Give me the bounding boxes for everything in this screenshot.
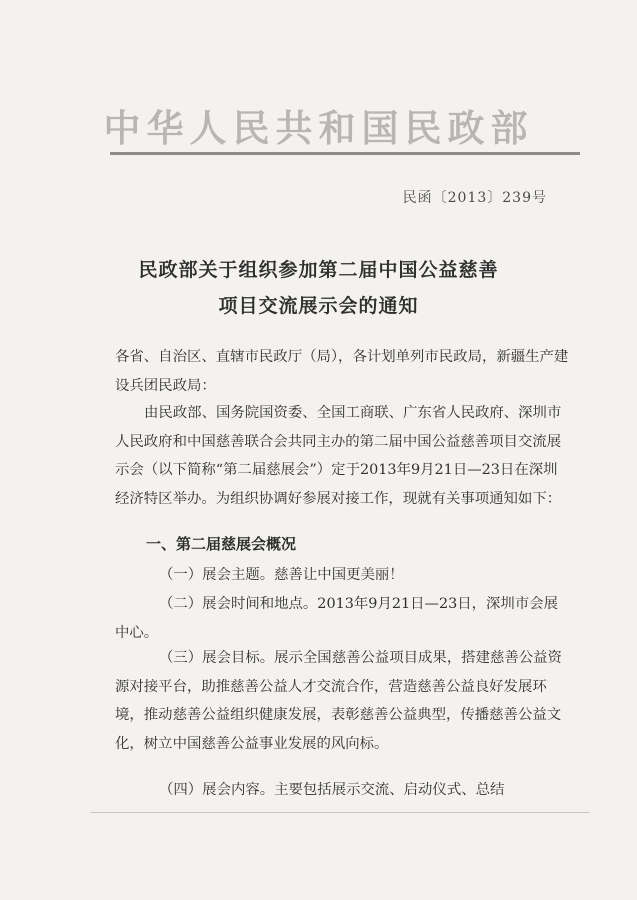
section-item-time-place: （二）展会时间和地点。2013年9月21日—23日，深圳市会展中心。 xyxy=(115,596,558,641)
section-heading: 一、第二届慈展会概况 xyxy=(146,535,297,553)
document-number: 民函〔2013〕239号 xyxy=(402,190,547,206)
header-divider xyxy=(110,152,580,155)
document-title-line1: 民政部关于组织参加第二届中国公益慈善 xyxy=(138,259,499,281)
page-bottom-divider xyxy=(90,812,590,813)
document-title-line2: 项目交流展示会的通知 xyxy=(218,295,419,317)
section-item-goals: （三）展会目标。展示全国慈善公益项目成果，搭建慈善公益资源对接平台，助推慈善公益人才交流合作，营造慈善公益良好发展环境，推动慈善公益组织健康发展，表彰慈善公益典型，传播慈善公益文化，树立中国慈善公益事业发展的风向标。 xyxy=(115,650,562,752)
section-item-theme: （一）展会主题。慈善让中国更美丽！ xyxy=(159,567,404,583)
section-item-content: （四）展会内容。主要包括展示交流、启动仪式、总结 xyxy=(159,782,505,798)
addressee-paragraph: 各省、自治区、直辖市民政厅（局），各计划单列市民政局，新疆生产建设兵团民政局： xyxy=(115,349,569,394)
issuer-header: 中华人民共和国民政部 xyxy=(103,107,534,150)
intro-paragraph: 由民政部、国务院国资委、全国工商联、广东省人民政府、深圳市人民政府和中国慈善联合会共同主办的第二届中国公益慈善项目交流展示会（以下简称“第二届慈展会”）定于2013年9月21日—23日在深圳经济特区举办。为组织协调好参展对接工作，现就有关事项通知如下： xyxy=(115,405,562,507)
